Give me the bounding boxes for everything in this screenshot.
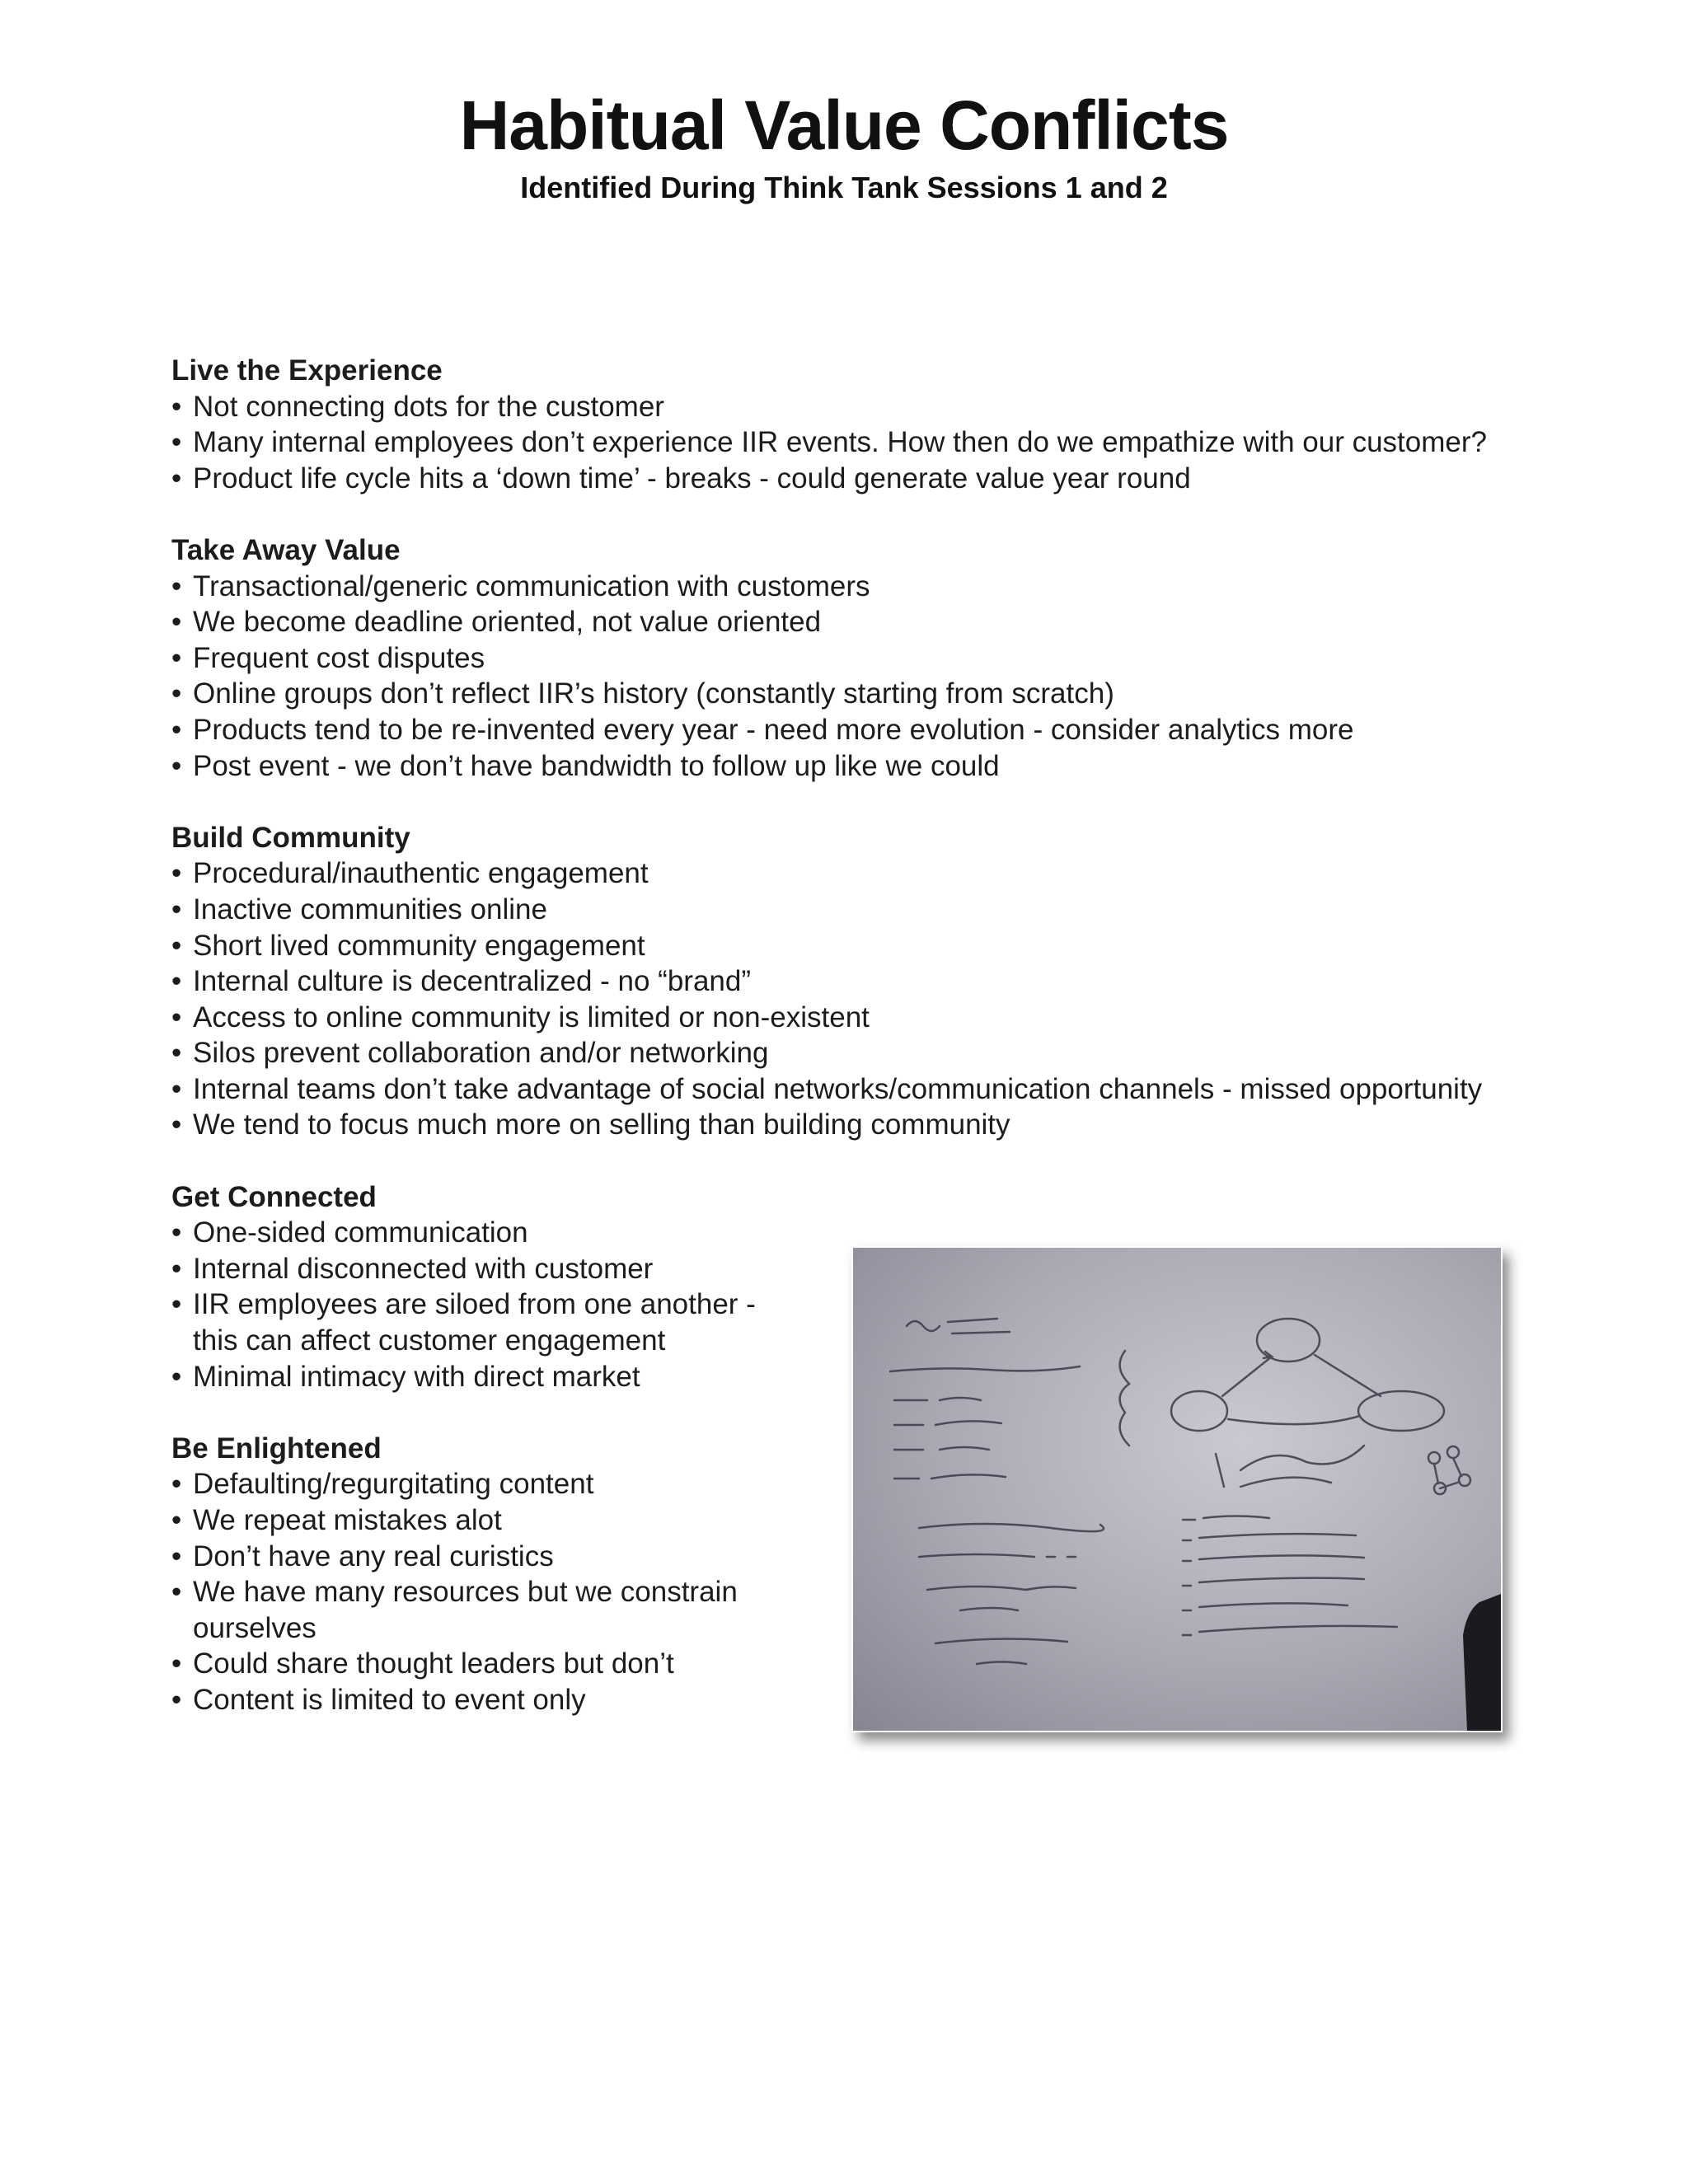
list-item: • We have many resources but we constrain ourselves — [171, 1574, 798, 1646]
list-item: • Many internal employees don’t experience IIR events. How then do we empathize with our customer? — [171, 424, 1622, 461]
section-get-connected — [171, 1179, 798, 1395]
bullet-list — [171, 1466, 798, 1718]
list-item: • Not connecting dots for the customer — [171, 389, 1622, 425]
section-live-the-experience — [171, 353, 1622, 496]
whiteboard-sketch — [853, 1248, 1501, 1731]
list-item: • We tend to focus much more on selling than building community — [171, 1107, 1622, 1143]
list-item: • Products tend to be re-invented every year - need more evolution - consider analytics more — [171, 712, 1622, 748]
list-item: • Access to online community is limited or non-existent — [171, 1000, 1622, 1036]
list-item: • Short lived community engagement — [171, 928, 1622, 964]
section-build-community — [171, 820, 1622, 1143]
list-item: • Frequent cost disputes — [171, 640, 1622, 677]
section-heading: Build Community — [171, 821, 410, 854]
list-item: • Online groups don’t reflect IIR’s history (constantly starting from scratch) — [171, 676, 1622, 712]
list-item: • Internal culture is decentralized - no “brand” — [171, 963, 1622, 1000]
list-item: • IIR employees are siloed from one another - this can affect customer engagement — [171, 1286, 798, 1358]
bullet-list — [171, 855, 1622, 1143]
section-be-enlightened — [171, 1431, 798, 1718]
whiteboard-image — [853, 1248, 1501, 1731]
section-heading: Get Connected — [171, 1180, 377, 1213]
list-item: • One-sided communication — [171, 1215, 798, 1251]
section-heading: Take Away Value — [171, 533, 401, 566]
section-heading: Live the Experience — [171, 354, 443, 387]
list-item: • Inactive communities online — [171, 892, 1622, 928]
list-item: • Silos prevent collaboration and/or networking — [171, 1035, 1622, 1071]
bullet-list — [171, 389, 1622, 497]
list-item: • Product life cycle hits a ‘down time’ - breaks - could generate value year round — [171, 461, 1622, 497]
section-heading: Be Enlightened — [171, 1432, 382, 1465]
list-item: • Defaulting/regurgitating content — [171, 1466, 798, 1502]
list-item: • Could share thought leaders but don’t — [171, 1646, 798, 1682]
list-item: • Internal disconnected with customer — [171, 1251, 798, 1287]
bullet-list — [171, 1215, 798, 1394]
list-item: • Transactional/generic communication with customers — [171, 569, 1622, 605]
list-item: • Post event - we don’t have bandwidth to follow up like we could — [171, 748, 1622, 785]
bullet-list — [171, 569, 1622, 785]
list-item: • Procedural/inauthentic engagement — [171, 855, 1622, 892]
list-item: • Minimal intimacy with direct market — [171, 1359, 798, 1395]
list-item: • We repeat mistakes alot — [171, 1502, 798, 1539]
list-item: • Content is limited to event only — [171, 1682, 798, 1718]
list-item: • Internal teams don’t take advantage of social networks/communication channels - missed opportunity — [171, 1071, 1622, 1108]
list-item: • Don’t have any real curistics — [171, 1539, 798, 1575]
page-title: Habitual Value Conflicts — [459, 87, 1229, 164]
whiteboard-photo — [851, 1246, 1503, 1732]
section-take-away-value — [171, 532, 1622, 784]
page-subtitle: Identified During Think Tank Sessions 1 and 2 — [520, 171, 1168, 204]
list-item: • We become deadline oriented, not value oriented — [171, 604, 1622, 640]
